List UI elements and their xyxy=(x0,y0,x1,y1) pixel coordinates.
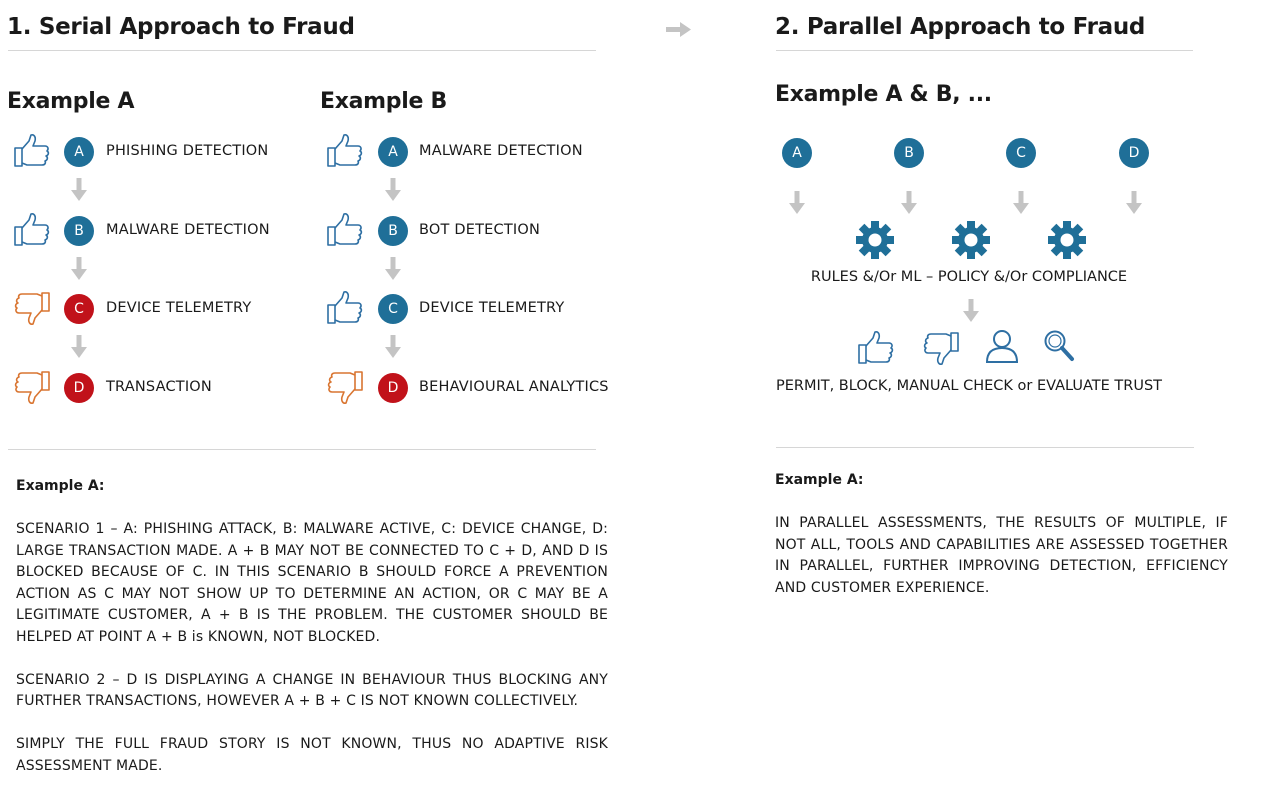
arrow-down-icon xyxy=(787,191,807,217)
thumbs-up-icon xyxy=(13,133,51,169)
thumbs-up-icon xyxy=(326,212,364,248)
arrow-down-icon xyxy=(899,191,919,217)
example-a-step-label: TRANSACTION xyxy=(106,379,212,395)
engine-label: RULES &/Or ML – POLICY &/Or COMPLIANCE xyxy=(810,269,1128,285)
thumbs-down-icon xyxy=(13,290,51,326)
divider xyxy=(8,449,596,450)
example-a-step-d-badge: D xyxy=(64,373,94,403)
serial-notes xyxy=(16,519,608,799)
gear-icon xyxy=(855,220,895,260)
example-a-step-b-badge: B xyxy=(64,216,94,246)
parallel-heading: Example A & B, ... xyxy=(775,82,992,107)
example-b-step-label: MALWARE DETECTION xyxy=(419,143,583,159)
gear-icon xyxy=(951,220,991,260)
example-a-step-label: DEVICE TELEMETRY xyxy=(106,300,252,316)
scenario-1-text: SCENARIO 1 – A: PHISHING ATTACK, B: MALWARE ACTIVE, C: DEVICE CHANGE, D: LARGE TRANSACTION MADE. A + B MAY NOT BE CONNECTED TO C + D, AND D IS BLOCKED BECAUSE OF C. IN THIS SCENARIO B SHOULD FORCE A PREVENTION ACTION AS C MAY NOT SHOW UP TO DETERMINE AN ACTION, OR C MAY BE A LEGITIMATE CUSTOMER, A + B IS THE PROBLEM. THE CUSTOMER SHOULD BE HELPED AT POINT A + B is KNOWN, NOT BLOCKED. xyxy=(16,521,608,645)
example-b-step-b-badge: B xyxy=(378,216,408,246)
thumbs-down-icon xyxy=(922,330,960,366)
example-b-step-c-badge: C xyxy=(378,294,408,324)
divider xyxy=(776,50,1193,51)
parallel-notes-heading: Example A: xyxy=(775,472,864,488)
thumbs-down-icon xyxy=(326,369,364,405)
thumbs-up-icon xyxy=(857,330,895,366)
arrow-down-icon xyxy=(383,257,403,283)
arrow-down-icon xyxy=(1011,191,1031,217)
example-b-step-label: DEVICE TELEMETRY xyxy=(419,300,565,316)
divider xyxy=(776,447,1194,448)
example-a-step-a-badge: A xyxy=(64,137,94,167)
outcome-label: PERMIT, BLOCK, MANUAL CHECK or EVALUATE TRUST xyxy=(775,378,1163,394)
thumbs-up-icon xyxy=(326,133,364,169)
example-b-step-d-badge: D xyxy=(378,373,408,403)
arrow-down-icon xyxy=(1124,191,1144,217)
divider xyxy=(8,50,596,51)
example-b-step-label: BOT DETECTION xyxy=(419,222,541,238)
arrow-down-icon xyxy=(69,257,89,283)
example-a-step-c-badge: C xyxy=(64,294,94,324)
example-a-step-label: PHISHING DETECTION xyxy=(106,143,269,159)
example-a-heading: Example A xyxy=(7,89,135,114)
example-b-step-a-badge: A xyxy=(378,137,408,167)
arrow-down-icon xyxy=(961,299,981,325)
arrow-right-icon xyxy=(666,22,692,38)
parallel-input-d-badge: D xyxy=(1119,138,1149,168)
thumbs-up-icon xyxy=(13,212,51,248)
magnifier-icon xyxy=(1042,328,1076,364)
parallel-title: 2. Parallel Approach to Fraud xyxy=(775,14,1146,40)
parallel-input-b-badge: B xyxy=(894,138,924,168)
thumbs-up-icon xyxy=(326,290,364,326)
serial-title: 1. Serial Approach to Fraud xyxy=(7,14,355,40)
scenario-2-text: SCENARIO 2 – D IS DISPLAYING A CHANGE IN BEHAVIOUR THUS BLOCKING ANY FURTHER TRANSACTIONS, HOWEVER A + B + C IS NOT KNOWN COLLECTIVELY. xyxy=(16,671,608,709)
arrow-down-icon xyxy=(383,335,403,361)
parallel-notes xyxy=(775,513,1228,621)
summary-text: SIMPLY THE FULL FRAUD STORY IS NOT KNOWN, THUS NO ADAPTIVE RISK ASSESSMENT MADE. xyxy=(16,736,608,774)
user-icon xyxy=(984,328,1020,364)
example-b-heading: Example B xyxy=(320,89,447,114)
arrow-down-icon xyxy=(69,178,89,204)
thumbs-down-icon xyxy=(13,369,51,405)
arrow-down-icon xyxy=(383,178,403,204)
serial-notes-heading: Example A: xyxy=(16,478,105,494)
arrow-down-icon xyxy=(69,335,89,361)
parallel-notes-text: IN PARALLEL ASSESSMENTS, THE RESULTS OF MULTIPLE, IF NOT ALL, TOOLS AND CAPABILITIES ARE ASSESSED TOGETHER IN PARALLEL, FURTHER IMPROVING DETECTION, EFFICIENCY AND CUSTOMER EXPERIENCE. xyxy=(775,515,1228,596)
example-a-step-label: MALWARE DETECTION xyxy=(106,222,270,238)
parallel-input-c-badge: C xyxy=(1006,138,1036,168)
gear-icon xyxy=(1047,220,1087,260)
parallel-input-a-badge: A xyxy=(782,138,812,168)
example-b-step-label: BEHAVIOURAL ANALYTICS xyxy=(419,379,609,395)
